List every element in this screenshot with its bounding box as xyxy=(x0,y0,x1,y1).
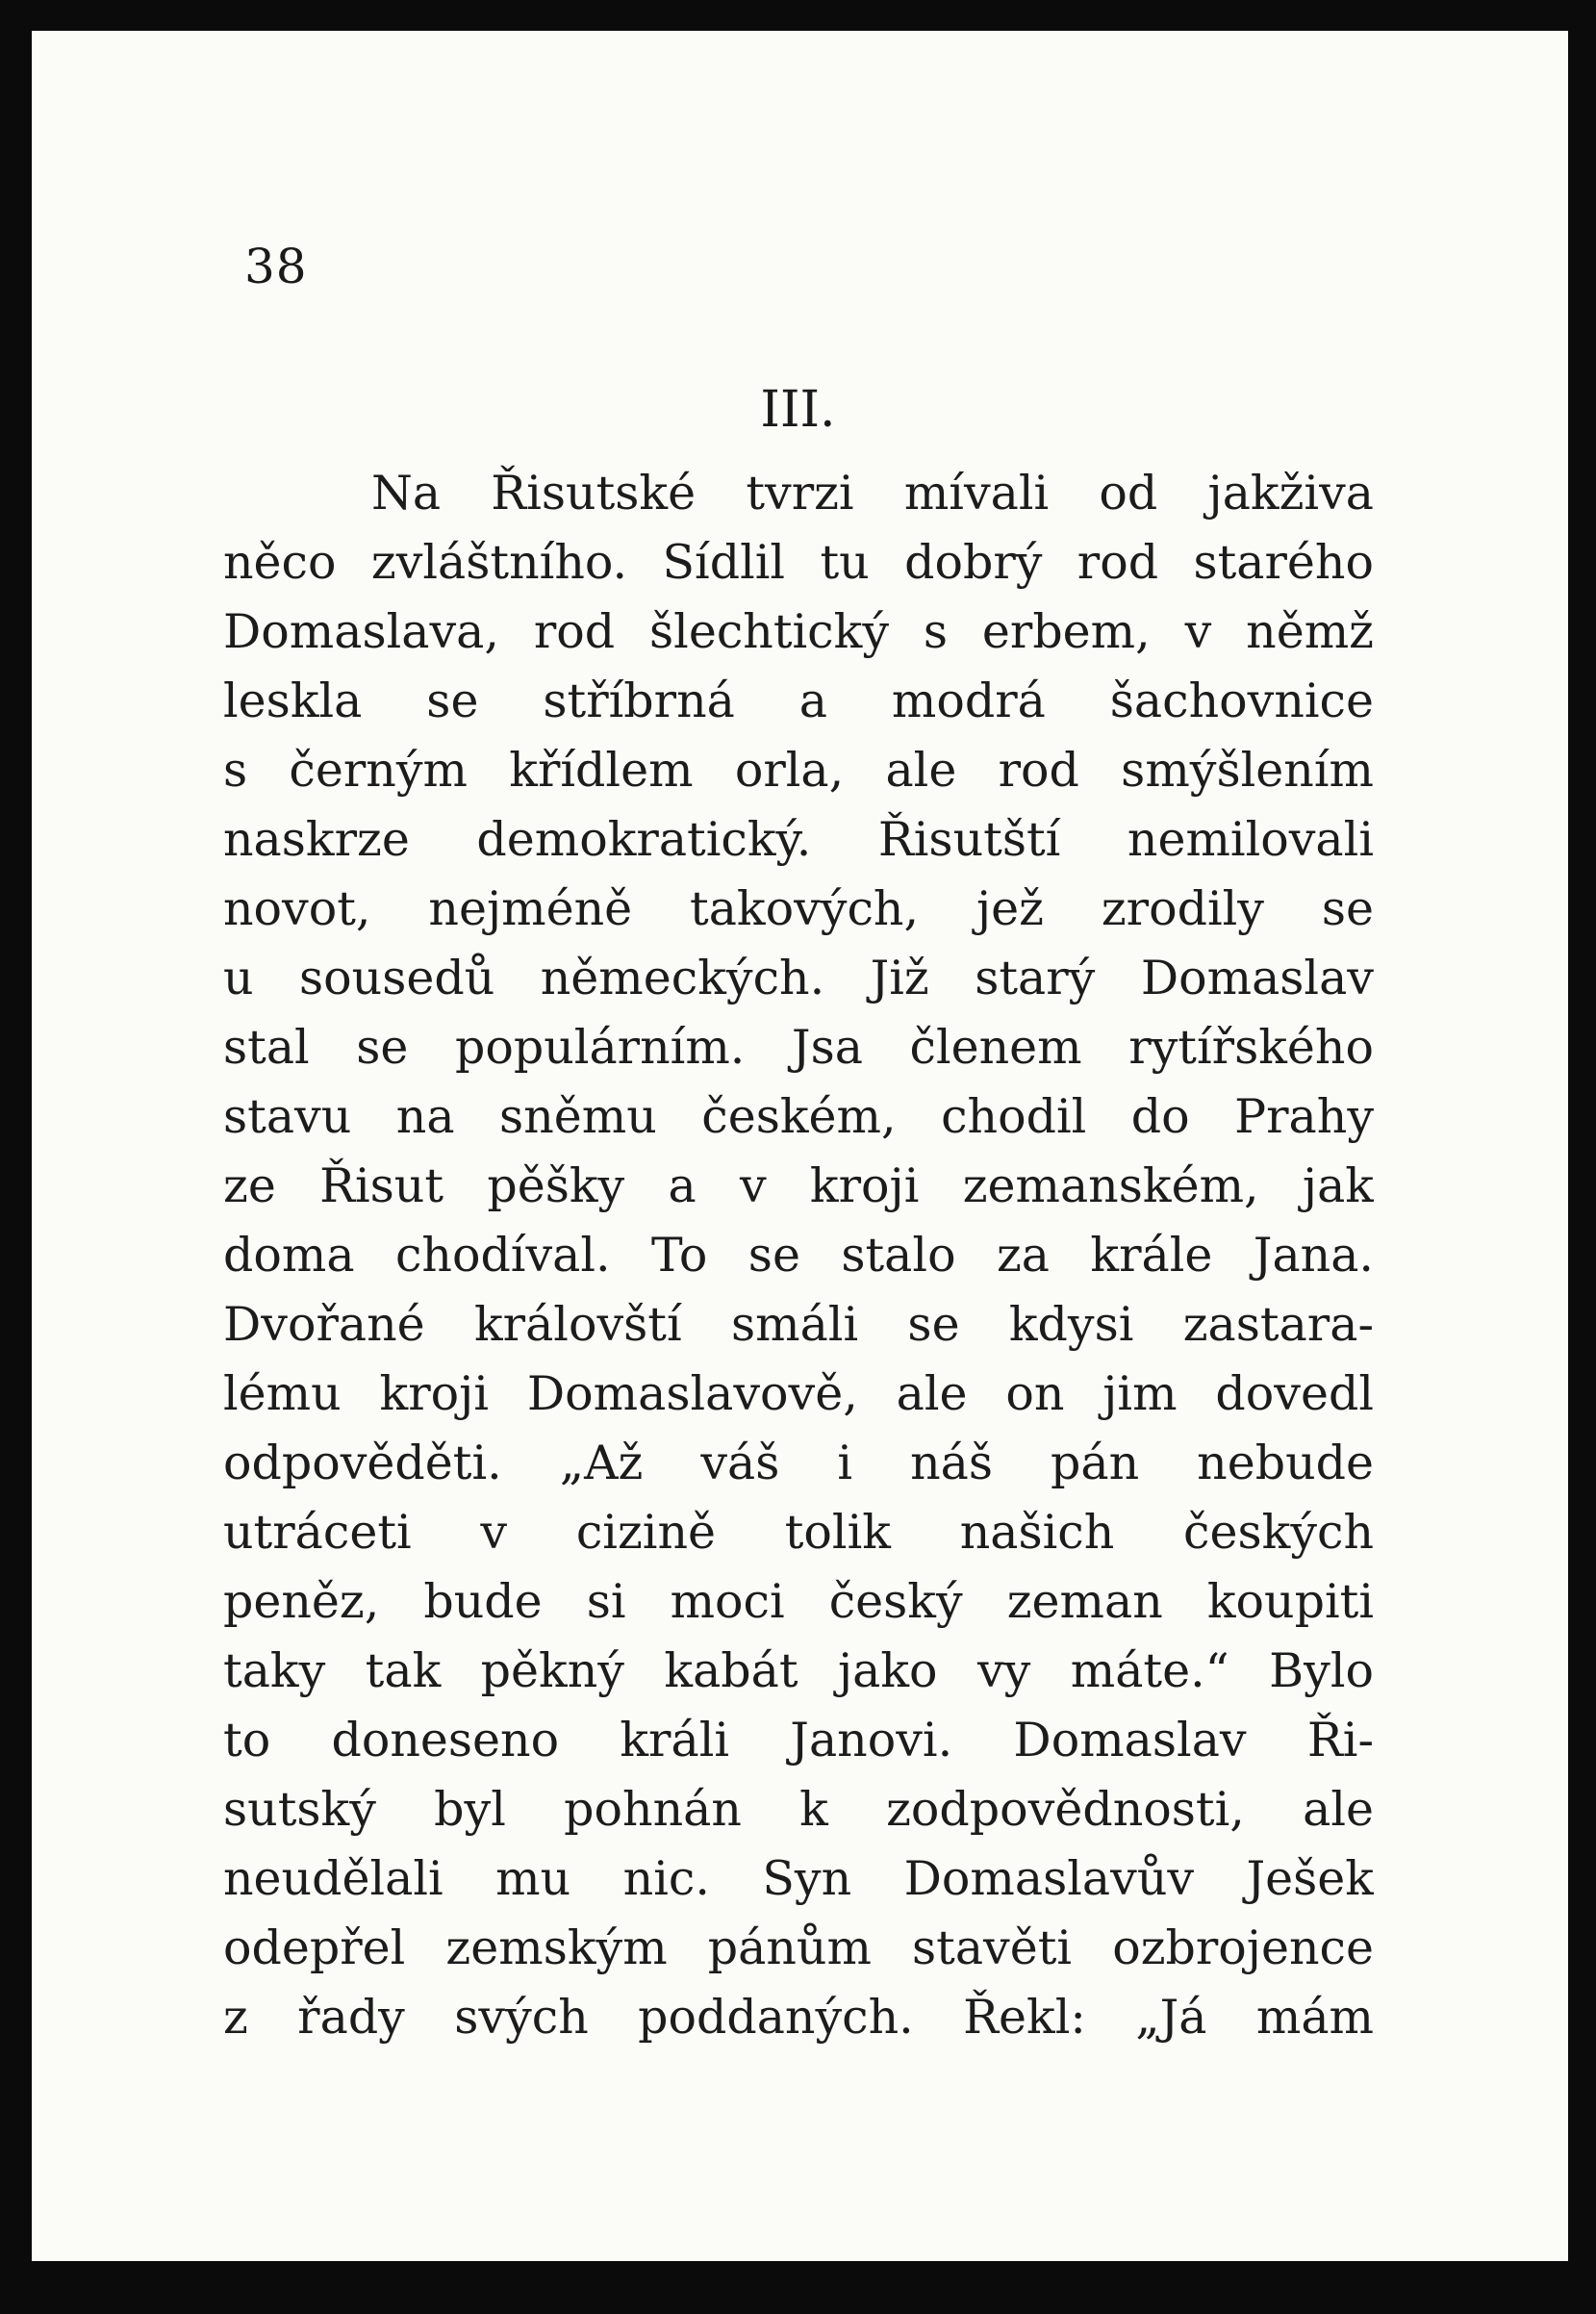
text-line: to doneseno králi Janovi. Domaslav Ři- xyxy=(223,1713,1374,1767)
text-line: neudělali mu nic. Syn Domaslavův Ješek xyxy=(223,1851,1374,1906)
text-line: leskla se stříbrná a modrá šachovnice xyxy=(223,674,1374,728)
text-line: naskrze demokratický. Řisutští nemilovali xyxy=(223,812,1374,867)
text-line: ze Řisut pěšky a v kroji zemanském, jak xyxy=(223,1158,1374,1213)
text-line: peněz, bude si moci český zeman koupiti xyxy=(223,1574,1374,1629)
text-line: doma chodíval. To se stalo za krále Jana. xyxy=(223,1228,1374,1283)
page-number: 38 xyxy=(244,239,308,294)
text-line: taky tak pěkný kabát jako vy máte.“ Bylo xyxy=(223,1643,1374,1698)
body-text xyxy=(223,459,1374,2052)
text-line: u sousedů německých. Již starý Domaslav xyxy=(223,951,1374,1005)
text-line: Dvořané královští smáli se kdysi zastara- xyxy=(223,1297,1374,1352)
text-line: něco zvláštního. Sídlil tu dobrý rod starého xyxy=(223,535,1374,590)
text-line: z řady svých poddaných. Řekl: „Já mám xyxy=(223,1990,1374,2045)
text-line: utráceti v cizině tolik našich českých xyxy=(223,1505,1374,1560)
text-line: odpověděti. „Až váš i náš pán nebude xyxy=(223,1436,1374,1490)
text-line: odepřel zemským pánům stavěti ozbrojence xyxy=(223,1920,1374,1975)
text-line: stal se populárním. Jsa členem rytířského xyxy=(223,1020,1374,1075)
text-line: lému kroji Domaslavově, ale on jim dovedl xyxy=(223,1366,1374,1421)
text-line: Na Řisutské tvrzi mívali od jakživa xyxy=(371,466,1374,521)
text-line: stavu na sněmu českém, chodil do Prahy xyxy=(223,1089,1374,1144)
text-line: Domaslava, rod šlechtický s erbem, v němž xyxy=(223,604,1374,659)
chapter-heading: III. xyxy=(760,381,836,439)
text-line: s černým křídlem orla, ale rod smýšlením xyxy=(223,743,1374,798)
text-line: sutský byl pohnán k zodpovědnosti, ale xyxy=(223,1782,1374,1837)
text-line: novot, nejméně takových, jež zrodily se xyxy=(223,881,1374,936)
